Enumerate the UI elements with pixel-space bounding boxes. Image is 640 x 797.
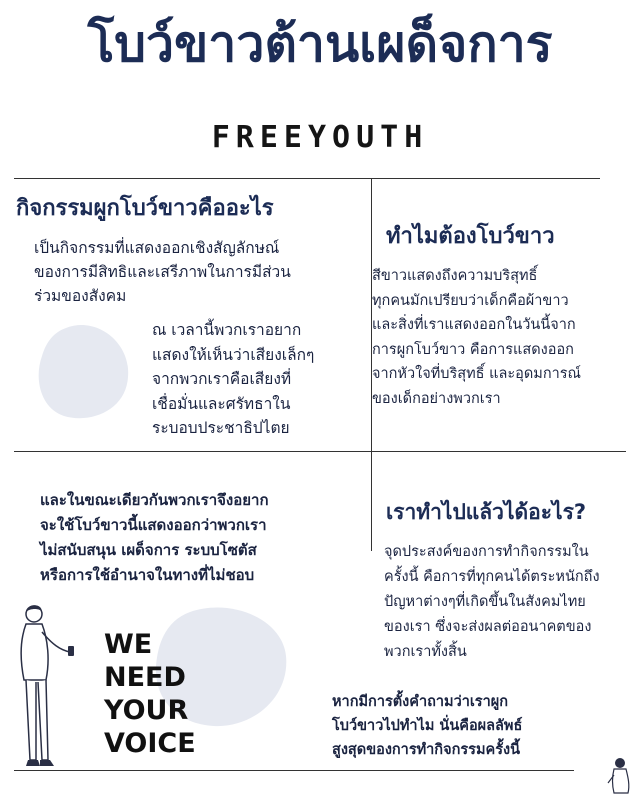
middle-divider [14, 451, 626, 452]
person-illustration [12, 600, 82, 775]
brand-wordmark: FREEYOUTH [211, 120, 429, 155]
section3-paragraph [40, 488, 269, 588]
text-line: และสิ่งที่เราแสดงออกในวันนี้จาก [372, 317, 576, 333]
section1-paragraph-2 [152, 318, 314, 441]
text-line: ครั้งนี้ คือการที่ทุกคนได้ตระหนักถึง [384, 569, 600, 585]
text-line: ปัญหาต่างๆที่เกิดขึ้นในสังคมไทย [384, 594, 586, 610]
text-line: การผูกโบว์ขาว คือการแสดงออก [372, 341, 574, 358]
text-line: จากพวกเราคือเสียงที่ [152, 370, 292, 388]
decorative-blob [36, 322, 132, 422]
section1-paragraph [34, 236, 291, 308]
top-divider [14, 178, 600, 179]
text-line: จะใช้โบว์ขาวนี้แสดงออกว่าพวกเรา [40, 516, 267, 534]
text-line: หรือการใช้อำนาจในทางที่ไม่ชอบ [40, 566, 255, 584]
text-line: ของเด็กอย่างพวกเรา [372, 390, 501, 407]
slogan-block [104, 628, 196, 760]
slogan-line: YOUR [104, 695, 189, 726]
small-figure-illustration [606, 755, 636, 795]
text-line: ของการมีสิทธิและเสรีภาพในการมีส่วน [34, 263, 291, 281]
text-line: ของเรา ซึ่งจะส่งผลต่ออนาคตของ [384, 619, 592, 635]
section4-paragraph [384, 540, 600, 665]
text-line: จากหัวใจที่บริสุทธิ์ และอุดมการณ์ [372, 366, 581, 382]
text-line: ระบอบประชาธิปไตย [152, 419, 290, 437]
slogan-line: VOICE [104, 728, 196, 759]
text-line: สูงสุดของการทำกิจกรรมครั้งนี้ [332, 742, 520, 758]
text-line: พวกเราทั้งสิ้น [384, 644, 467, 660]
text-line: เป็นกิจกรรมที่แสดงออกเชิงสัญลักษณ์ [34, 239, 280, 257]
closing-paragraph [332, 690, 522, 762]
text-line: เชื่อมั่นและศรัทธาใน [152, 394, 291, 413]
poster-title: โบว์ขาวต้านเผด็จการ [87, 15, 553, 73]
section1-heading: กิจกรรมผูกโบว์ขาวคืออะไร [16, 196, 274, 221]
text-line: สีขาวแสดงถึงความบริสุทธิ์ [372, 268, 538, 284]
text-line: ทุกคนมักเปรียบว่าเด็กคือผ้าขาว [372, 292, 569, 309]
text-line: ณ เวลานี้พวกเราอยาก [152, 321, 302, 339]
section2-heading: ทำไมต้องโบว์ขาว [386, 224, 555, 249]
text-line: แสดงให้เห็นว่าเสียงเล็กๆ [152, 345, 315, 364]
text-line: ไม่สนับสนุน เผด็จการ ระบบโซตัส [40, 541, 257, 559]
text-line: หากมีการตั้งคำถามว่าเราผูก [332, 694, 509, 710]
slogan-line: NEED [104, 662, 186, 693]
text-line: และในขณะเดียวกันพวกเราจึงอยาก [40, 491, 269, 509]
bottom-divider [14, 770, 574, 771]
section4-heading: เราทำไปแล้วได้อะไร? [386, 500, 587, 524]
text-line: โบว์ขาวไปทำไม นั่นคือผลลัพธ์ [332, 718, 523, 734]
text-line: ร่วมของสังคม [34, 287, 127, 305]
text-line: จุดประสงค์ของการทำกิจกรรมใน [384, 544, 589, 560]
section2-paragraph [372, 264, 581, 411]
slogan-line: WE [104, 629, 153, 660]
lower-center-divider [371, 451, 372, 551]
